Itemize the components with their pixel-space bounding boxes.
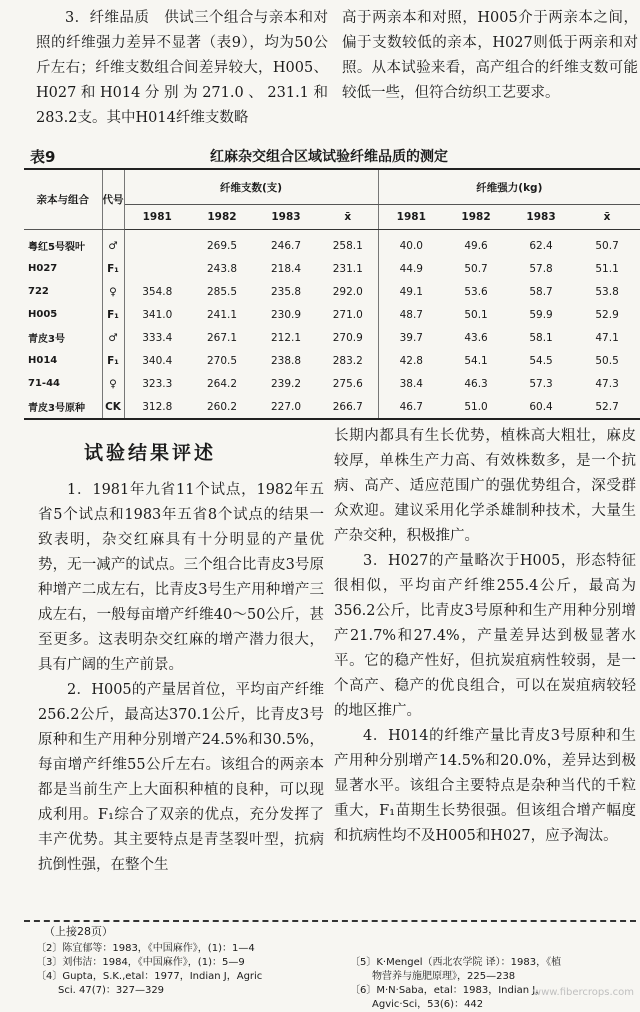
table-cell: 50.5 bbox=[595, 354, 619, 367]
mean-header: x̄ bbox=[574, 205, 640, 230]
table-cell: 239.2 bbox=[270, 377, 302, 390]
table-cell: 269.5 bbox=[206, 239, 238, 252]
table-cell: 44.9 bbox=[378, 257, 444, 280]
parent-header: 亲本与组合 bbox=[24, 169, 102, 230]
table-cell: 46.3 bbox=[464, 377, 488, 390]
table-caption bbox=[30, 146, 638, 166]
result-paragraph-2: 2．H005的产量居首位，平均亩产纤维256.2公斤，最高达370.1公斤，比青皮3号原种和生产用种分别增产24.5%和30.5%，每亩增产纤维55公斤左右。该组合的两亲本都是当前生产上大面积种植的良种，可以现成利用。F₁综合了双亲的优点，充分发挥了丰产优势。其主要特点是青茎裂叶型，抗病抗倒性强，在整个生 bbox=[38, 682, 324, 873]
table-cell: 246.7 bbox=[270, 239, 302, 252]
generation-cell: F₁ bbox=[102, 349, 124, 372]
table-cell: 42.8 bbox=[378, 349, 444, 372]
table-cell: 312.8 bbox=[124, 395, 190, 419]
top-left-column bbox=[36, 6, 328, 131]
reference-item: 〔4〕Gupta，S.K.,etal：1977，Indian J，Agric bbox=[36, 971, 263, 982]
table-row bbox=[24, 257, 640, 280]
reference-item: Sci. 47(7)：327—329 bbox=[58, 985, 165, 996]
table-row bbox=[24, 230, 640, 258]
table-cell: 47.1 bbox=[595, 331, 619, 344]
mean-header: x̄ bbox=[318, 205, 378, 230]
table-cell: 227.0 bbox=[254, 395, 318, 419]
table-cell: 51.0 bbox=[444, 395, 508, 419]
table-cell: 292.0 bbox=[332, 285, 363, 298]
table-cell: 235.8 bbox=[270, 285, 302, 298]
generation-cell: ♀ bbox=[102, 372, 124, 395]
table-cell: 38.4 bbox=[378, 372, 444, 395]
bottom-left-column bbox=[38, 478, 324, 878]
row-label: H005 bbox=[28, 309, 58, 320]
generation-cell: F₁ bbox=[102, 303, 124, 326]
row-label: H027 bbox=[28, 263, 58, 274]
table-cell: 266.7 bbox=[318, 395, 378, 419]
generation-cell: F₁ bbox=[102, 257, 124, 280]
references-left bbox=[36, 942, 336, 998]
table-cell: 43.6 bbox=[464, 331, 488, 344]
table-cell: 354.8 bbox=[142, 285, 173, 298]
row-label: 722 bbox=[28, 286, 49, 297]
fiber-quality-table bbox=[24, 168, 640, 420]
table-cell: 52.7 bbox=[574, 395, 640, 419]
result-paragraph-3: 3．H027的产量略次于H005，形态特征很相似，平均亩产纤维255.4公斤，最高为356.2公斤，比青皮3号原种和生产用种分别增产21.7%和27.4%，产量差异达到极显著水平。它的稳产性好，但抗炭疽病性较弱，是一个高产、稳产的优良组合，可以在炭疽病较轻的地区推广。 bbox=[334, 553, 636, 719]
table-cell bbox=[124, 257, 190, 280]
table-cell: 53.8 bbox=[595, 285, 619, 298]
section-heading: 试验结果评述 bbox=[84, 442, 217, 464]
table-cell: 271.0 bbox=[332, 308, 363, 321]
table-cell: 57.3 bbox=[529, 377, 553, 390]
table-cell: 323.3 bbox=[142, 377, 173, 390]
fiber-strength-header: 纤维强力(kg) bbox=[378, 169, 640, 205]
generation-cell: ♂ bbox=[102, 230, 124, 258]
table-cell: 238.8 bbox=[270, 354, 302, 367]
table-cell: 54.1 bbox=[464, 354, 488, 367]
table-cell: 59.9 bbox=[529, 308, 553, 321]
table-cell: 50.1 bbox=[464, 308, 488, 321]
watermark: www.fibercrops.com bbox=[532, 987, 634, 998]
table-cell: 243.8 bbox=[206, 262, 238, 275]
table-cell: 283.2 bbox=[332, 354, 363, 367]
top-right-column bbox=[342, 6, 638, 106]
table-cell: 62.4 bbox=[529, 239, 553, 252]
table-cell: 57.8 bbox=[529, 262, 553, 275]
table-cell: 218.4 bbox=[270, 262, 302, 275]
table-cell: 40.0 bbox=[378, 230, 444, 258]
table-cell: 270.5 bbox=[206, 354, 238, 367]
table-cell: 48.7 bbox=[378, 303, 444, 326]
table-row bbox=[24, 395, 640, 419]
table-cell: 340.4 bbox=[142, 354, 173, 367]
table-cell: 267.1 bbox=[206, 331, 238, 344]
table-cell: 230.9 bbox=[270, 308, 302, 321]
table-cell bbox=[124, 230, 190, 258]
table-cell: 231.1 bbox=[332, 262, 363, 275]
table-number: 表9 bbox=[30, 148, 56, 166]
table-cell: 51.1 bbox=[595, 262, 619, 275]
year-header: 1983 bbox=[508, 205, 574, 230]
generation-header: 代号 bbox=[102, 169, 124, 230]
year-header: 1981 bbox=[124, 205, 190, 230]
table-cell: 50.7 bbox=[595, 239, 619, 252]
table-cell: 53.6 bbox=[464, 285, 488, 298]
year-header: 1983 bbox=[254, 205, 318, 230]
row-label: H014 bbox=[28, 355, 58, 366]
table-cell: 241.1 bbox=[206, 308, 238, 321]
table-cell: 270.9 bbox=[332, 331, 363, 344]
bottom-right-column bbox=[334, 424, 636, 849]
table-cell: 54.5 bbox=[529, 354, 553, 367]
table-cell: 50.7 bbox=[464, 262, 488, 275]
table-cell: 39.7 bbox=[378, 326, 444, 349]
table-cell: 60.4 bbox=[508, 395, 574, 419]
reference-item: 〔6〕M·N·Saba，etal：1983，Indian J， bbox=[350, 985, 546, 996]
table-cell: 264.2 bbox=[206, 377, 238, 390]
table-row bbox=[24, 349, 640, 372]
result-paragraph-4: 4．H014的纤维产量比青皮3号原种和生产用种分别增产14.5%和20.0%，差异达到极显著水平。该组合主要特点是杂种当代的千粒重大，F₁苗期生长势很强。但该组合增产幅度和抗病性均不及H005和H027，应予淘汰。 bbox=[334, 728, 636, 844]
table-cell: 258.1 bbox=[332, 239, 363, 252]
generation-cell: ♀ bbox=[102, 280, 124, 303]
row-label: 青皮3号 bbox=[28, 334, 65, 345]
table-row bbox=[24, 326, 640, 349]
table-cell: 212.1 bbox=[270, 331, 302, 344]
reference-divider bbox=[24, 920, 636, 922]
year-header: 1981 bbox=[378, 205, 444, 230]
fiber-quality-paragraph-continued: 高于两亲本和对照，H005介于两亲本之间，偏于支数较低的亲本，H027则低于两亲和对照。从本试验来看，高产组合的纤维支数可能较低一些，但符合纺织工艺要求。 bbox=[342, 10, 638, 101]
table-cell: 58.7 bbox=[529, 285, 553, 298]
reference-item: 〔3〕刘伟洁：1984，《中国麻作》，(1)：5—9 bbox=[36, 957, 245, 968]
table-cell: 333.4 bbox=[142, 331, 173, 344]
table-cell: 285.5 bbox=[206, 285, 238, 298]
result-paragraph-1: 1．1981年九省11个试点，1982年五省5个试点和1983年五省8个试点的结果一致表明，杂交红麻具有十分明显的产量优势，无一减产的试点。三个组合比青皮3号原种增产二成左右，比青皮3号生产用种增产三成左右，一般每亩增产纤维40～50公斤，甚至更多。这表明杂交红麻的增产潜力很大，具有广阔的生产前景。 bbox=[38, 482, 324, 673]
table-row bbox=[24, 280, 640, 303]
row-label: 71-44 bbox=[28, 378, 60, 389]
reference-item: 〔2〕陈宜郁等：1983，《中国麻作》，(1)：1—4 bbox=[36, 943, 255, 954]
reference-item: 物营养与施肥原理》，225—238 bbox=[372, 971, 516, 982]
row-label: 粤红5号裂叶 bbox=[28, 242, 85, 253]
references-right bbox=[350, 956, 640, 1012]
table-cell: 47.3 bbox=[595, 377, 619, 390]
reference-item: 〔5〕K·Mengel（西北农学院 译）：1983，《植 bbox=[350, 957, 562, 968]
row-label: 青皮3号原种 bbox=[24, 395, 102, 419]
table-cell: 49.1 bbox=[378, 280, 444, 303]
reference-item: Agvic·Sci，53(6)：442 bbox=[372, 999, 484, 1010]
table-cell: 275.6 bbox=[332, 377, 363, 390]
generation-cell: ♂ bbox=[102, 326, 124, 349]
year-header: 1982 bbox=[444, 205, 508, 230]
table-cell: 52.9 bbox=[595, 308, 619, 321]
table-title: 红麻杂交组合区域试验纤维品质的测定 bbox=[210, 149, 448, 165]
table-row bbox=[24, 372, 640, 395]
table-row bbox=[24, 303, 640, 326]
year-header: 1982 bbox=[190, 205, 254, 230]
continued-from-note: （上接28页） bbox=[44, 925, 113, 938]
table-cell: 260.2 bbox=[190, 395, 254, 419]
result-paragraph-2-continued: 长期内都具有生长优势，植株高大粗壮，麻皮较厚，单株生产力高、有效株数多，是一个抗病、高产、适应范围广的强优势组合，深受群众欢迎。建议采用化学杀雄制种技术，大量生产杂交种，积极推广。 bbox=[334, 428, 636, 544]
table-cell: 58.1 bbox=[529, 331, 553, 344]
table-cell: 46.7 bbox=[378, 395, 444, 419]
fiber-quality-paragraph: 3．纤维品质 供试三个组合与亲本和对照的纤维强力差异不显著（表9），均为50公斤左右；纤维支数组合间差异较大，H005、H027和H014分别为271.0、231.1和283.2支。其中H014纤维支数略 bbox=[36, 10, 328, 126]
generation-cell: CK bbox=[102, 395, 124, 419]
table-cell: 49.6 bbox=[464, 239, 488, 252]
fiber-count-header: 纤维支数(支) bbox=[124, 169, 378, 205]
table-cell: 341.0 bbox=[142, 308, 173, 321]
